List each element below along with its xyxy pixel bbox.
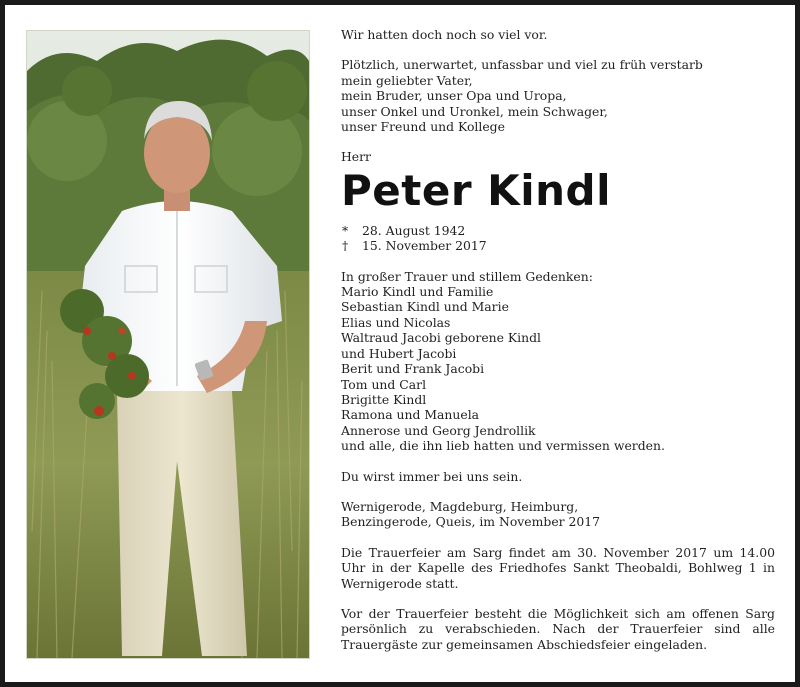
announcement-line: Plötzlich, unerwartet, unfassbar und viel zu früh verstarb — [341, 57, 703, 73]
mourner-line: Ramona und Manuela — [341, 407, 480, 423]
cross-icon: † — [342, 238, 349, 254]
mourner-line: Mario Kindl und Familie — [341, 284, 494, 300]
death-date-row — [341, 238, 775, 253]
salutation: Herr — [341, 149, 371, 165]
portrait-image — [27, 31, 309, 658]
announcement-line: unser Freund und Kollege — [341, 119, 505, 135]
funeral-info: Die Trauerfeier am Sarg findet am 30. November 2017 um 14.00 Uhr in der Kapelle des Friedhofes Sankt Theobaldi, Bohlweg 1 in Wernigerode statt. — [341, 544, 775, 591]
birth-date-row — [341, 223, 775, 238]
mourner-line: Tom und Carl — [341, 376, 427, 392]
mourner-line: Sebastian Kindl und Marie — [341, 299, 509, 315]
death-date: 15. November 2017 — [362, 238, 487, 254]
quote-line: Du wirst immer bei uns sein. — [341, 468, 523, 484]
mourner-line: Elias und Nicolas — [341, 314, 451, 330]
mourner-line: und Hubert Jacobi — [341, 345, 457, 361]
mourner-line: und alle, die ihn lieb hatten und vermissen werden. — [341, 438, 665, 454]
announcement-line: mein Bruder, unser Opa und Uropa, — [341, 88, 567, 104]
mourner-line: Berit und Frank Jacobi — [341, 361, 485, 377]
place-line: Wernigerode, Magdeburg, Heimburg, — [341, 498, 579, 514]
mourner-line: Annerose und Georg Jendrollik — [341, 422, 536, 438]
announcement-line: mein geliebter Vater, — [341, 72, 473, 88]
mourner-line: Brigitte Kindl — [341, 391, 427, 407]
mourner-line: Waltraud Jacobi geborene Kindl — [341, 330, 541, 346]
deceased-name: Peter Kindl — [341, 165, 611, 215]
birth-symbol: * — [342, 222, 349, 238]
announcement — [341, 57, 775, 134]
announcement-line: unser Onkel und Uronkel, mein Schwager, — [341, 103, 608, 119]
place-line: Benzingerode, Queis, im November 2017 — [341, 514, 601, 530]
farewell-info: Vor der Trauerfeier besteht die Möglichkeit sich am offenen Sarg persönlich zu verabschieden. Nach der Trauerfeier sind alle Trauergäste zur gemeinsamen Abschiedsfeier eingeladen. — [341, 605, 775, 652]
mourners-list — [341, 269, 775, 454]
intro-line: Wir hatten doch noch so viel vor. — [341, 27, 548, 42]
text-column — [341, 27, 775, 652]
mourner-line: In großer Trauer und stillem Gedenken: — [341, 268, 593, 284]
places — [341, 499, 775, 530]
birth-date: 28. August 1942 — [362, 222, 466, 238]
portrait-photo — [26, 30, 310, 659]
